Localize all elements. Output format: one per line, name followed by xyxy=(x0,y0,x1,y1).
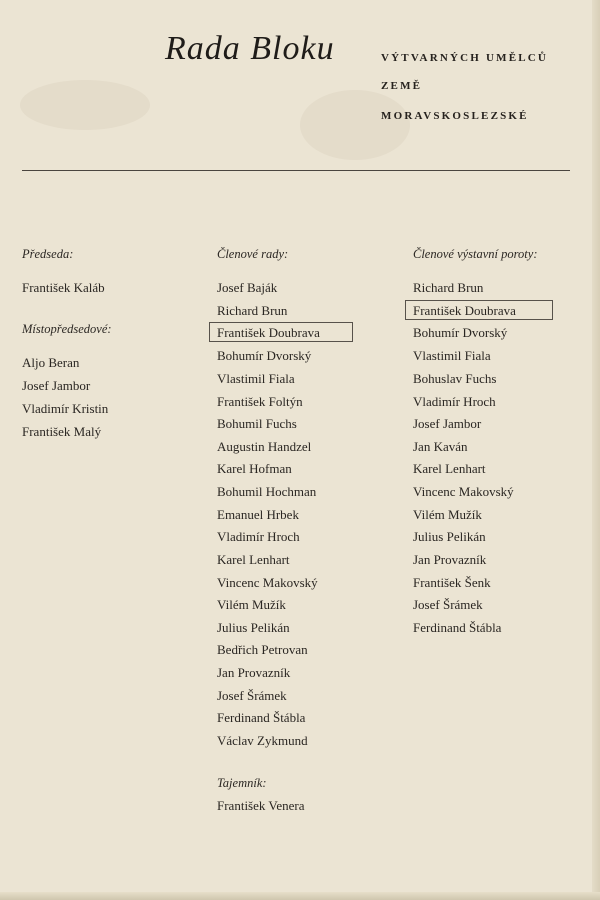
jury-member: Vincenc Makovský xyxy=(413,484,514,499)
council-member: Karel Lenhart xyxy=(217,552,290,567)
council-member: František Doubrava xyxy=(217,325,320,340)
council-member: Karel Hofman xyxy=(217,461,292,476)
page-edge-bottom xyxy=(0,892,600,900)
council-member: Julius Pelikán xyxy=(217,620,290,635)
jury-heading: Členové výstavní poroty: xyxy=(413,247,538,261)
jury-member: Vilém Mužík xyxy=(413,507,482,522)
jury-member: Josef Jambor xyxy=(413,416,482,431)
council-member: František Foltýn xyxy=(217,394,303,409)
vice-heading: Místopředsedové: xyxy=(22,322,112,336)
vice-name: Aljo Beran xyxy=(22,355,80,370)
council-member: Bohumil Fuchs xyxy=(217,416,297,431)
vice-name: František Malý xyxy=(22,424,102,439)
jury-member: Jan Kaván xyxy=(413,439,468,454)
header-divider xyxy=(22,170,570,171)
jury-member: Vladimír Hroch xyxy=(413,394,496,409)
jury-member: František Šenk xyxy=(413,575,491,590)
council-member: Josef Baják xyxy=(217,280,278,295)
paper-stain xyxy=(300,90,410,160)
council-member: Vincenc Makovský xyxy=(217,575,318,590)
council-member: Vilém Mužík xyxy=(217,597,286,612)
council-member: Vlastimil Fiala xyxy=(217,371,295,386)
council-member: Augustin Handzel xyxy=(217,439,312,454)
council-member: Bohumír Dvorský xyxy=(217,348,312,363)
subtitle-line-3: MORAVSKOSLEZSKÉ xyxy=(381,110,529,122)
chair-name: František Kaláb xyxy=(22,280,105,295)
subtitle-line-2: ZEMĚ xyxy=(381,80,423,92)
council-member: Emanuel Hrbek xyxy=(217,507,299,522)
council-member: Bedřich Petrovan xyxy=(217,642,308,657)
secretary-name: František Venera xyxy=(217,798,305,813)
page-edge-right xyxy=(592,0,600,900)
council-member: Vladimír Hroch xyxy=(217,529,300,544)
council-member: Richard Brun xyxy=(217,303,288,318)
jury-member: Bohuslav Fuchs xyxy=(413,371,497,386)
jury-member: Jan Provazník xyxy=(413,552,487,567)
vice-name: Josef Jambor xyxy=(22,378,91,393)
council-member: Václav Zykmund xyxy=(217,733,308,748)
council-member: Bohumil Hochman xyxy=(217,484,317,499)
council-member: Josef Šrámek xyxy=(217,688,287,703)
council-heading: Členové rady: xyxy=(217,247,289,261)
jury-member: František Doubrava xyxy=(413,303,516,318)
jury-member: Julius Pelikán xyxy=(413,529,486,544)
subtitle-line-1: VÝTVARNÝCH UMĚLCŮ xyxy=(381,52,549,64)
chair-heading: Předseda: xyxy=(22,247,74,261)
vice-name: Vladimír Kristin xyxy=(22,401,109,416)
secretary-heading: Tajemník: xyxy=(217,776,267,790)
document-title: Rada Bloku xyxy=(165,30,335,67)
jury-member: Josef Šrámek xyxy=(413,597,483,612)
jury-member: Bohumír Dvorský xyxy=(413,325,508,340)
jury-member: Richard Brun xyxy=(413,280,484,295)
paper-stain xyxy=(20,80,150,130)
council-member: Ferdinand Štábla xyxy=(217,710,306,725)
jury-member: Ferdinand Štábla xyxy=(413,620,502,635)
council-member: Jan Provazník xyxy=(217,665,291,680)
jury-member: Karel Lenhart xyxy=(413,461,486,476)
jury-member: Vlastimil Fiala xyxy=(413,348,491,363)
